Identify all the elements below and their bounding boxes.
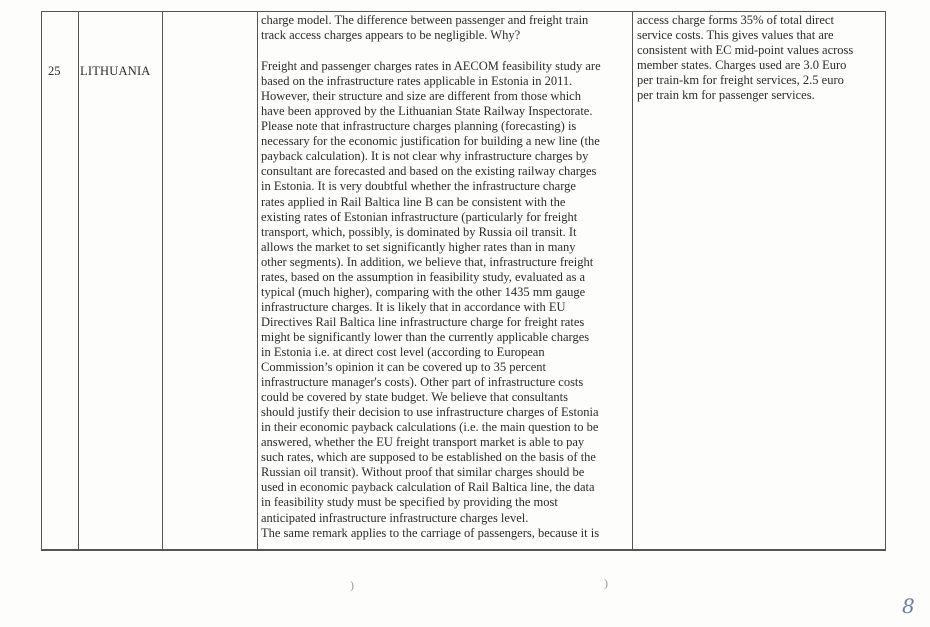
comment-line: other segments). In addition, we believe that, infrastructure freight — [261, 254, 594, 269]
paragraph-gap — [261, 43, 633, 59]
scan-mark: ) — [350, 578, 354, 592]
comment-line: have been approved by the Lithuanian State Railway Inspectorate. — [261, 104, 593, 119]
comment-line: in Estonia. It is very doubtful whether the infrastructure charge — [261, 179, 576, 194]
comment-line: based on the infrastructure rates applicable in Estonia in 2011. — [261, 74, 573, 89]
comment-line: in Estonia i.e. at direct cost level (according to European — [261, 344, 545, 359]
comment-line: in their economic payback calculations (i.e. the main question to be — [261, 420, 599, 435]
comment-line: payback calculation). It is not clear why infrastructure charges by — [261, 149, 589, 164]
comment-line: existing rates of Estonian infrastructure (particularly for freight — [261, 209, 578, 224]
comment-line: Please note that infrastructure charges planning (forecasting) is — [261, 119, 577, 134]
column-divider-3 — [257, 12, 258, 550]
comment-line: Directives Rail Baltica line infrastructure charge for freight rates — [261, 314, 585, 329]
comment-line: track access charges appears to be negligible. Why? — [261, 28, 521, 43]
comment-line: necessary for the economic justification for building a new line (the — [261, 134, 600, 149]
comment-line: Commission’s opinion it can be covered up to 35 percent — [261, 360, 547, 375]
comment-line: in feasibility study must be specified by providing the most — [261, 495, 558, 510]
comment-line: consultant are forecasted and based on the existing railway charges — [261, 164, 597, 179]
comment-line: infrastructure manager's costs). Other part of infrastructure costs — [261, 375, 584, 390]
comment-line: used in economic payback calculation of Rail Baltica line, the data — [261, 480, 595, 495]
comment-line: could be covered by state budget. We believe that consultants — [261, 390, 569, 405]
response-line: per train km for passenger services. — [637, 88, 815, 103]
page-number: 8 — [902, 594, 915, 618]
scan-mark: ) — [604, 576, 608, 590]
comment-line: transport, which, possibly, is dominated by Russia oil transit. It — [261, 224, 577, 239]
comment-line: might be significantly lower than the currently applicable charges — [261, 329, 590, 344]
row-country: LITHUANIA — [80, 64, 151, 78]
comment-line: Russian oil transit). Without proof that similar charges should be — [261, 465, 585, 480]
response-line: per train-km for freight services, 2.5 euro — [637, 73, 844, 88]
comment-line: The same remark applies to the carriage of passengers, because it is — [261, 525, 600, 540]
comment-line: However, their structure and size are different from those which — [261, 89, 581, 104]
comment-line: charge model. The difference between passenger and freight train — [261, 13, 589, 27]
comment-cell — [261, 13, 633, 541]
comment-line: such rates, which are supposed to be established on the basis of the — [261, 450, 596, 465]
table-bottom-border — [42, 549, 885, 550]
comment-line: should justify their decision to use infrastructure charges of Estonia — [261, 405, 599, 420]
column-divider-1 — [78, 12, 79, 550]
response-cell — [637, 13, 885, 103]
comment-line: rates, based on the assumption in feasibility study, evaluated as a — [261, 269, 586, 284]
response-line: access charge forms 35% of total direct — [637, 13, 834, 27]
row-number: 25 — [48, 64, 61, 78]
comment-line: typical (much higher), comparing with the other 1435 mm gauge — [261, 284, 586, 299]
comment-line: rates applied in Rail Baltica line B can be consistent with the — [261, 194, 566, 209]
response-line: member states. Charges used are 3.0 Euro — [637, 58, 847, 73]
response-line: service costs. This gives values that are — [637, 28, 834, 43]
comment-line: allows the market to set significantly higher rates than in many — [261, 239, 576, 254]
comment-line: Freight and passenger charges rates in AECOM feasibility study are — [261, 59, 601, 74]
comment-line: infrastructure charges. It is likely that in accordance with EU — [261, 299, 566, 314]
response-line: consistent with EC mid-point values across — [637, 43, 854, 58]
comment-line: answered, whether the EU freight transport market is able to pay — [261, 435, 585, 450]
column-divider-2 — [162, 12, 163, 550]
comment-line: anticipated infrastructure infrastructure charges level. — [261, 510, 529, 525]
